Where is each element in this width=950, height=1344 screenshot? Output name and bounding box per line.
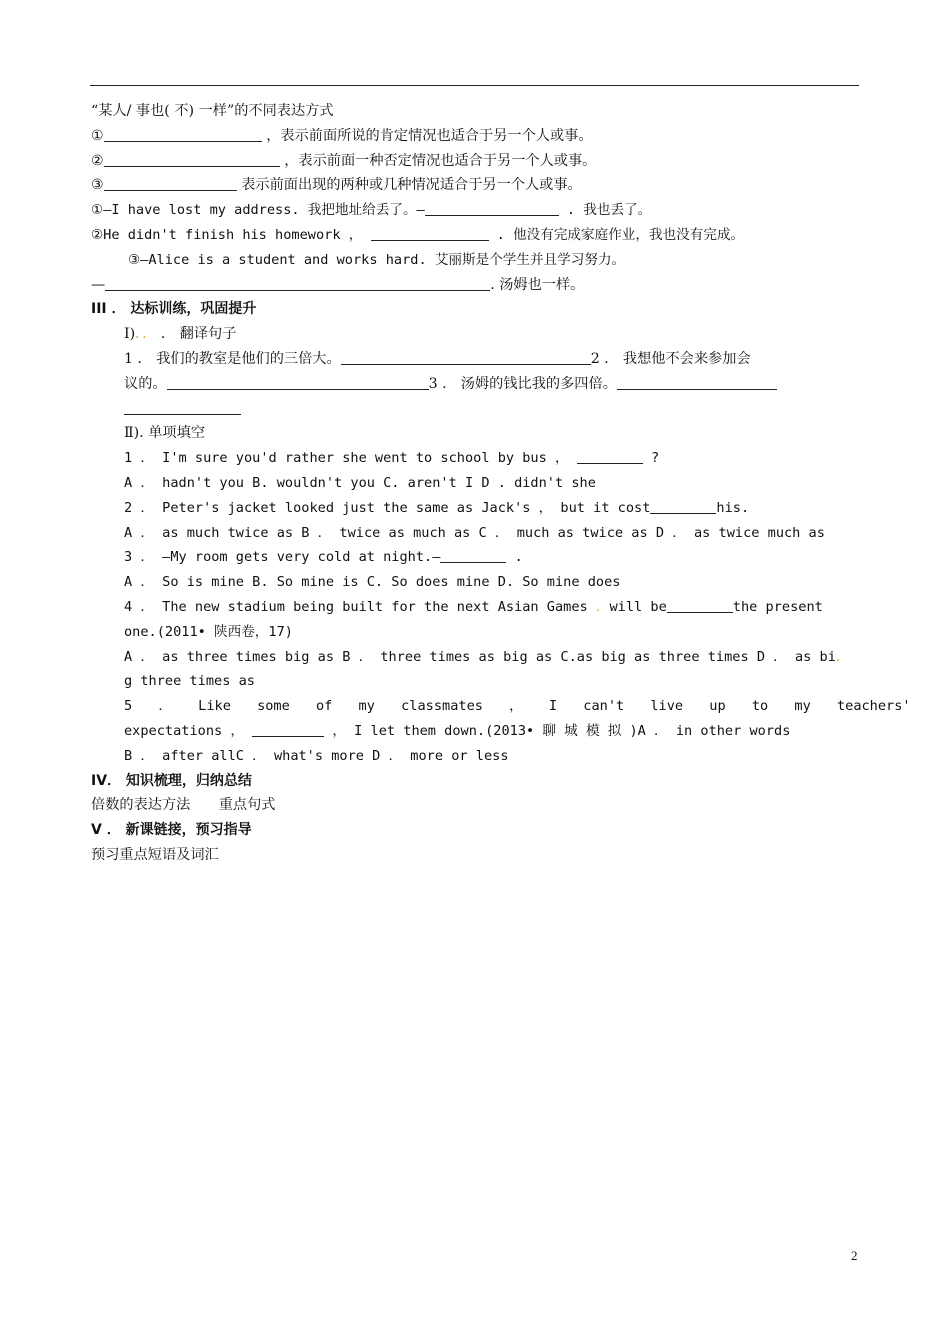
answer-blank bbox=[425, 201, 559, 216]
answer-blank bbox=[252, 722, 324, 737]
rule-item-1: ① ，表示前面所说的肯定情况也适合于另一个人或事。 bbox=[91, 127, 593, 144]
mc-question-3: 3 ． —My room gets very cold at night.— . bbox=[124, 549, 523, 566]
section-3-title: III ． 达标训练，巩固提升 bbox=[91, 301, 257, 318]
answer-blank bbox=[167, 375, 429, 390]
rule-item-2: ② ，表示前面一种否定情况也适合于另一个人或事。 bbox=[91, 152, 597, 169]
intro-heading: “某人/ 事也( 不) 一样”的不同表达方式 bbox=[91, 103, 334, 119]
mc-options-4: A ． as three times big as B ． three times as big as C.as big as three times D ． as bi． bbox=[124, 648, 850, 665]
example-1: ①—I have lost my address. 我把地址给丢了。— . 我也丢了。 bbox=[91, 202, 652, 219]
answer-blank bbox=[577, 449, 643, 464]
mc-question-4: 4 ． The new stadium being built for the next Asian Games ．will be the present bbox=[124, 598, 823, 615]
part-1-heading: Ⅰ)．． ． 翻译句子 bbox=[124, 326, 237, 343]
header-rule bbox=[90, 85, 859, 86]
section-5-content: 预习重点短语及词汇 bbox=[91, 846, 219, 863]
answer-blank bbox=[341, 350, 591, 365]
mc-options-3: A ． So is mine B. So mine is C. So does mine D. So mine does bbox=[124, 574, 621, 591]
answer-blank bbox=[105, 276, 490, 291]
example-2: ②He didn't finish his homework ， . 他没有完成家庭作业，我也没有完成。 bbox=[91, 226, 745, 243]
answer-blank bbox=[667, 598, 733, 613]
mc-question-5-continued: expectations ， ， I let them down.(2013• 聊 城 模 拟 )A ． in other words bbox=[124, 722, 791, 739]
example-3-answer: — . 汤姆也一样。 bbox=[91, 276, 585, 293]
mc-options-4-continued: g three times as bbox=[124, 673, 255, 690]
section-5-title: V ． 新课链接，预习指导 bbox=[91, 822, 252, 839]
mc-options-5: B ． after allC ． what's more D ． more or less bbox=[124, 747, 509, 764]
translation-q2-q3: 议的。 3 ． 汤姆的钱比我的多四倍。 bbox=[91, 372, 861, 397]
translation-q1-q2: 1 ． 我们的教室是他们的三倍大。 2 ． 我想他不会来参加会 bbox=[124, 350, 751, 367]
mc-question-4-source: one.(2011• 陕西卷，17) bbox=[124, 623, 293, 640]
mc-question-5: 5 ． Like some of my classmates ， I can't live up to my teachers' bbox=[124, 698, 911, 715]
answer-blank bbox=[104, 176, 237, 191]
mc-question-2: 2 ． Peter's jacket looked just the same as Jack's ， but it cost his. bbox=[124, 499, 750, 516]
answer-blank bbox=[617, 375, 777, 390]
answer-blank bbox=[104, 152, 280, 167]
answer-blank bbox=[650, 499, 716, 514]
mc-question-1: 1 ． I'm sure you'd rather she went to school by bus ， ? bbox=[124, 450, 660, 467]
rule-item-3: ③ 表示前面出现的两种或几种情况适合于另一个人或事。 bbox=[91, 177, 582, 194]
answer-blank bbox=[104, 127, 262, 142]
example-3: ③—Alice is a student and works hard. 艾丽斯是个学生并且学习努力。 bbox=[128, 251, 626, 268]
translation-q3-continued bbox=[91, 397, 861, 422]
mc-options-2: A ． as much twice as B ． twice as much as C ． much as twice as D ． as twice much as bbox=[124, 524, 825, 541]
document-body bbox=[91, 99, 911, 868]
section-4-title: IV． 知识梳理，归纳总结 bbox=[91, 772, 252, 789]
section-4-content: 倍数的表达方法 重点句式 bbox=[91, 797, 276, 814]
part-2-heading: Ⅱ). 单项填空 bbox=[124, 425, 205, 442]
answer-blank bbox=[124, 400, 241, 415]
answer-blank bbox=[371, 226, 489, 241]
answer-blank bbox=[440, 548, 506, 563]
mc-options-1: A ． hadn't you B. wouldn't you C. aren't I D . didn't she bbox=[124, 474, 596, 491]
page-number: 2 bbox=[851, 1248, 858, 1263]
